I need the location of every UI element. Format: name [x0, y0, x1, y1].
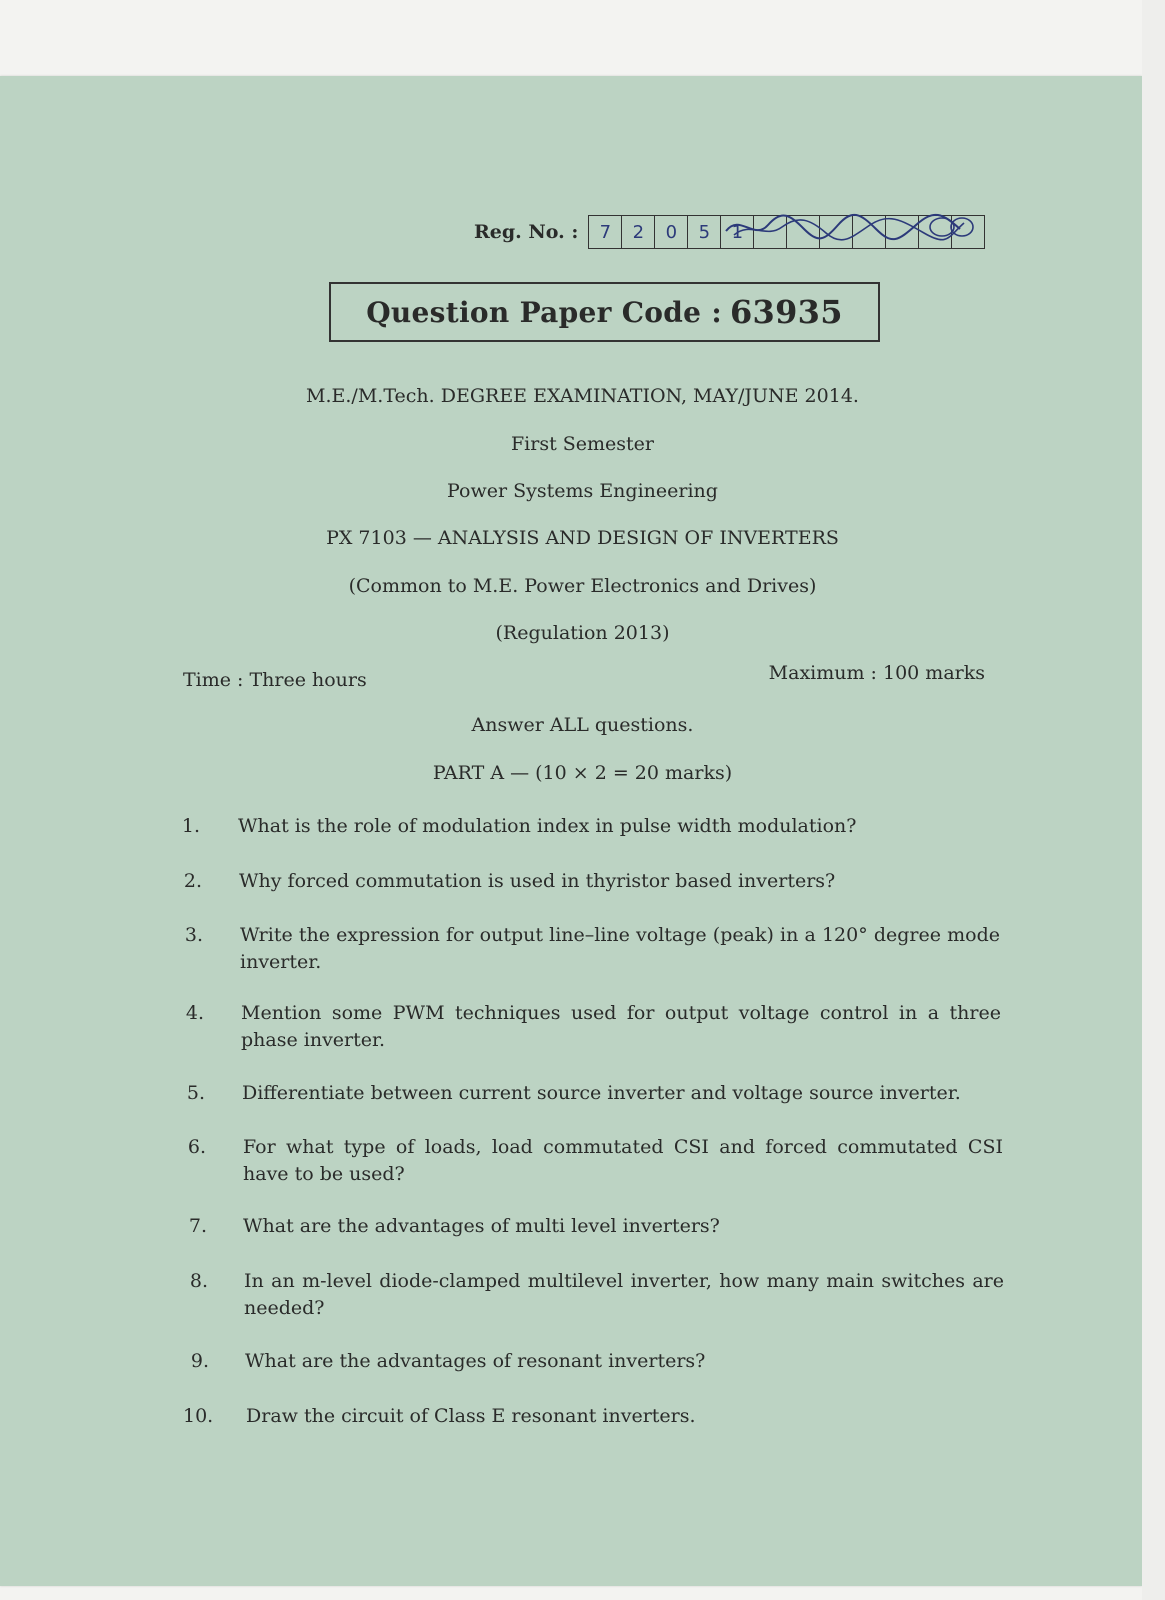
- code-number: 63935: [729, 293, 843, 331]
- question-paper-code: [329, 282, 880, 342]
- regulation: (Regulation 2013): [495, 622, 670, 644]
- code-label: Question Paper Code :: [366, 295, 722, 329]
- time: Time : Three hours: [183, 669, 367, 691]
- max-marks: Maximum : 100 marks: [768, 662, 985, 684]
- exam-title: M.E./M.Tech. DEGREE EXAMINATION, MAY/JUNE 2014.: [306, 385, 859, 407]
- question-text: Why forced commutation is used in thyristor based inverters?: [239, 870, 836, 892]
- instruction: Answer ALL questions.: [471, 714, 694, 736]
- reg-digit: 2: [622, 216, 655, 248]
- question-number: 5.: [186, 1082, 205, 1104]
- question-number: 9.: [190, 1350, 209, 1372]
- reg-digit: 7: [589, 216, 622, 248]
- question-number: 10.: [183, 1405, 214, 1427]
- question-text: What are the advantages of multi level inverters?: [243, 1215, 720, 1237]
- question-text: What are the advantages of resonant inverters?: [245, 1350, 706, 1372]
- question-number: 7.: [188, 1215, 207, 1237]
- question-text: In an m-level diode-clamped multilevel inverter, how many main switches are needed?: [244, 1270, 1004, 1319]
- semester: First Semester: [510, 433, 654, 455]
- reg-digit: 5: [688, 216, 721, 248]
- question-text: Mention some PWM techniques used for output voltage control in a three phase inverter.: [241, 1002, 1001, 1051]
- question-number: 6.: [187, 1136, 206, 1158]
- handwritten-scribble: [720, 207, 980, 247]
- part-a-heading: PART A — (10 × 2 = 20 marks): [432, 762, 733, 784]
- reg-digit: 1: [721, 216, 754, 248]
- branch: Power Systems Engineering: [447, 480, 718, 502]
- question-text: Draw the circuit of Class E resonant inverters.: [246, 1405, 696, 1427]
- question-number: 8.: [189, 1270, 208, 1292]
- question-number: 4.: [185, 1002, 204, 1024]
- common-to: (Common to M.E. Power Electronics and Drives): [348, 575, 817, 597]
- reg-digit: 0: [655, 216, 688, 248]
- reg-label: Reg. No. :: [474, 221, 579, 243]
- question-text: For what type of loads, load commutated CSI and forced commutated CSI have to be used?: [243, 1136, 1003, 1185]
- question-text: Differentiate between current source inverter and voltage source inverter.: [242, 1082, 961, 1104]
- question-number: 1.: [181, 815, 200, 837]
- subject: PX 7103 — ANALYSIS AND DESIGN OF INVERTERS: [326, 527, 839, 549]
- question-text: Write the expression for output line–line voltage (peak) in a 120° degree mode inverter.: [240, 924, 1000, 973]
- question-number: 2.: [183, 870, 202, 892]
- question-number: 3.: [184, 924, 203, 946]
- page-edge: [1142, 0, 1165, 1600]
- question-text: What is the role of modulation index in pulse width modulation?: [238, 815, 857, 837]
